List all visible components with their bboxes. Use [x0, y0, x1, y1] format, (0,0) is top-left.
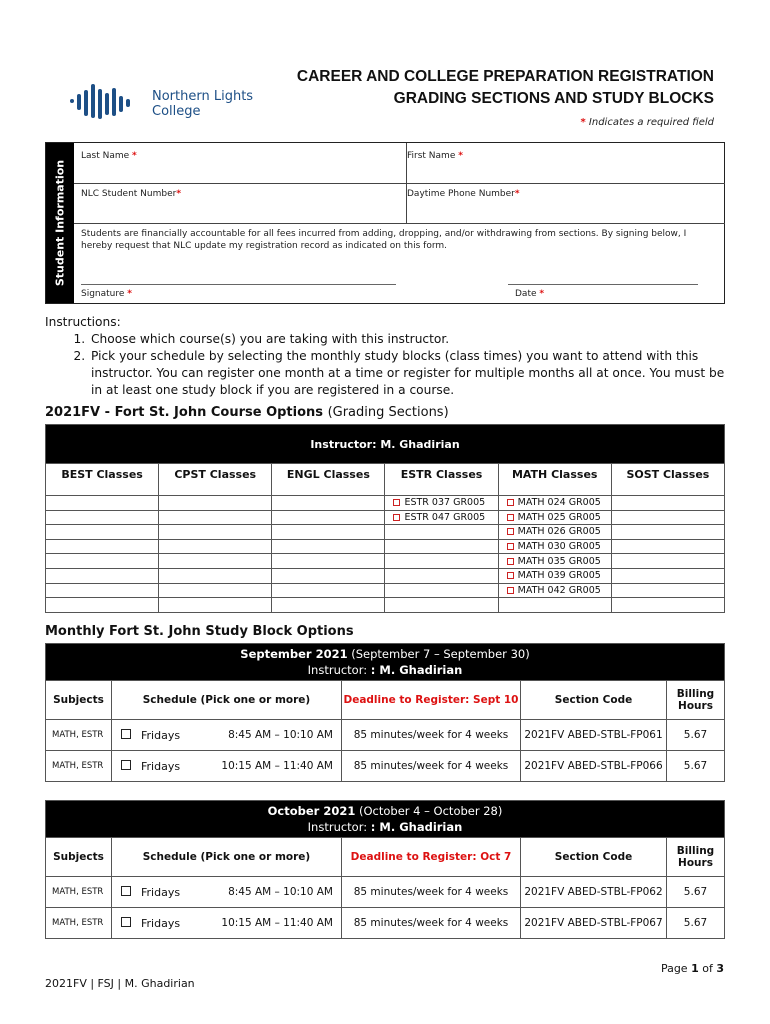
instructor-name: : M. Ghadirian	[370, 820, 463, 834]
schedule-header: Schedule (Pick one or more)	[112, 681, 342, 720]
checkbox-icon	[507, 587, 514, 594]
day-cell: Fridays	[140, 720, 212, 751]
subjects-cell: MATH, ESTR	[46, 751, 112, 782]
student-number-field[interactable]	[81, 189, 181, 199]
table-row	[46, 877, 725, 908]
billing-hours-header: Billing Hours	[667, 838, 725, 877]
instructions	[45, 314, 735, 399]
table-row	[46, 539, 725, 554]
course-option-math-042[interactable]	[498, 583, 611, 598]
page-current: 1	[691, 962, 699, 975]
form-title-line-1: CAREER AND COLLEGE PREPARATION REGISTRATION	[296, 68, 714, 85]
october-header-bar	[46, 801, 725, 838]
column-header: CPST Classes	[159, 464, 272, 496]
course-option-math-039[interactable]	[498, 568, 611, 583]
course-option-math-030[interactable]	[498, 539, 611, 554]
checkbox-icon	[507, 543, 514, 550]
instructions-list	[45, 331, 735, 399]
course-option-math-035[interactable]	[498, 554, 611, 569]
page-footer: 2021FV | FSJ | M. Ghadirian	[45, 977, 195, 990]
checkbox-icon	[507, 558, 514, 565]
schedule-checkbox[interactable]	[112, 751, 141, 782]
column-header: BEST Classes	[46, 464, 159, 496]
grading-instructor-bar: Instructor: M. Ghadirian	[46, 425, 725, 464]
table-row	[46, 510, 725, 525]
course-option-math-025[interactable]	[498, 510, 611, 525]
required-note-text: Indicates a required field	[588, 117, 714, 128]
duration-cell: 85 minutes/week for 4 weeks	[342, 908, 521, 939]
checkbox-icon	[507, 572, 514, 579]
september-header-bar	[46, 644, 725, 681]
month-title: September 2021	[240, 647, 348, 661]
table-row	[46, 720, 725, 751]
block-header-row	[46, 838, 725, 877]
checkbox-icon	[507, 528, 514, 535]
subjects-cell: MATH, ESTR	[46, 720, 112, 751]
grading-sections-heading	[45, 405, 449, 420]
section-code-cell: 2021FV ABED-STBL-FP061	[521, 720, 667, 751]
required-star: *	[580, 117, 586, 128]
date-label: Date	[515, 289, 537, 299]
first-name-label: First Name	[407, 151, 456, 161]
last-name-label: Last Name	[81, 151, 130, 161]
signature-field	[81, 289, 132, 299]
required-star: *	[514, 189, 520, 199]
table-row	[46, 525, 725, 540]
instruction-item: 2. Pick your schedule by selecting the monthly study blocks (class times) you want to attend with this instructor. You can register one month at a time or register for multiple months all at once. You must be in at least one study block if you are registered in a course.	[89, 348, 735, 399]
grading-sections-table	[45, 424, 725, 613]
logo-line-2: College	[152, 104, 201, 119]
section-code-cell: 2021FV ABED-STBL-FP062	[521, 877, 667, 908]
checkbox-icon	[393, 514, 400, 521]
student-info-label: Student Information	[53, 159, 67, 287]
schedule-checkbox[interactable]	[112, 877, 141, 908]
first-name-field[interactable]	[407, 151, 463, 161]
course-option-label: MATH 030 GR005	[517, 541, 601, 553]
page-total: 3	[716, 962, 724, 975]
checkbox-icon	[393, 499, 400, 506]
grading-heading-normal: (Grading Sections)	[327, 405, 449, 420]
time-cell: 8:45 AM – 10:10 AM	[212, 877, 342, 908]
month-range: (October 4 – October 28)	[359, 804, 503, 818]
column-header: ESTR Classes	[385, 464, 498, 496]
billing-hours-cell: 5.67	[667, 877, 725, 908]
billing-hours-header: Billing Hours	[667, 681, 725, 720]
page-of: of	[702, 962, 713, 975]
section-code-header: Section Code	[521, 681, 667, 720]
schedule-checkbox[interactable]	[112, 908, 141, 939]
subjects-header: Subjects	[46, 681, 112, 720]
day-cell: Fridays	[140, 751, 212, 782]
course-option-label: MATH 035 GR005	[517, 555, 601, 567]
student-info-side-label	[46, 143, 74, 303]
table-row	[46, 908, 725, 939]
schedule-checkbox[interactable]	[112, 720, 141, 751]
instructor-name: : M. Ghadirian	[370, 663, 463, 677]
financial-statement: Students are financially accountable for all fees incurred from adding, dropping, and/or withdrawing from sections. By signing below, I hereby request that NLC update my registration record as indicated on this form.	[81, 229, 687, 251]
instruction-item: 1. Choose which course(s) you are taking with this instructor.	[89, 331, 735, 348]
instructor-prefix: Instructor:	[307, 820, 371, 834]
duration-cell: 85 minutes/week for 4 weeks	[342, 751, 521, 782]
duration-cell: 85 minutes/week for 4 weeks	[342, 720, 521, 751]
table-row	[46, 568, 725, 583]
last-name-field[interactable]	[81, 151, 137, 161]
phone-label: Daytime Phone Number	[407, 189, 515, 199]
time-cell: 10:15 AM – 11:40 AM	[212, 908, 342, 939]
page-number	[661, 962, 724, 975]
deadline-header: Deadline to Register: Sept 10	[342, 681, 521, 720]
college-logo-icon	[70, 84, 136, 124]
october-study-block-table	[45, 800, 725, 939]
month-range: (September 7 – September 30)	[351, 647, 530, 661]
course-option-math-026[interactable]	[498, 525, 611, 540]
duration-cell: 85 minutes/week for 4 weeks	[342, 877, 521, 908]
study-blocks-heading: Monthly Fort St. John Study Block Options	[45, 624, 354, 639]
grading-heading-bold: 2021FV - Fort St. John Course Options	[45, 405, 324, 420]
field-divider	[74, 183, 725, 184]
table-row	[46, 583, 725, 598]
table-row	[46, 598, 725, 613]
column-header: MATH Classes	[498, 464, 611, 496]
signature-label: Signature	[81, 289, 125, 299]
instructor-prefix: Instructor:	[307, 663, 371, 677]
schedule-header: Schedule (Pick one or more)	[112, 838, 342, 877]
form-title	[297, 66, 714, 110]
billing-hours-cell: 5.67	[667, 751, 725, 782]
college-logo-text	[152, 89, 253, 119]
signature-line[interactable]	[81, 284, 396, 285]
september-study-block-table	[45, 643, 725, 782]
course-option-estr-047[interactable]	[385, 510, 498, 525]
table-row	[46, 496, 725, 511]
checkbox-icon	[121, 760, 131, 770]
date-line[interactable]	[508, 284, 698, 285]
student-info-section	[45, 142, 725, 304]
checkbox-icon	[507, 499, 514, 506]
form-title-line-2: GRADING SECTIONS AND STUDY BLOCKS	[393, 90, 714, 107]
course-option-label: MATH 024 GR005	[517, 497, 601, 509]
table-row	[46, 554, 725, 569]
required-star: *	[132, 151, 137, 161]
subjects-cell: MATH, ESTR	[46, 877, 112, 908]
logo-line-1: Northern Lights	[152, 89, 254, 104]
section-code-cell: 2021FV ABED-STBL-FP067	[521, 908, 667, 939]
instructions-heading: Instructions:	[45, 315, 121, 329]
required-star: *	[176, 189, 182, 199]
student-number-label: NLC Student Number	[81, 189, 177, 199]
checkbox-icon	[121, 917, 131, 927]
phone-field[interactable]	[407, 189, 520, 199]
date-field	[515, 289, 544, 299]
checkbox-icon	[507, 514, 514, 521]
month-title: October 2021	[267, 804, 356, 818]
column-header: ENGL Classes	[272, 464, 385, 496]
course-option-label: MATH 039 GR005	[517, 570, 601, 582]
subjects-cell: MATH, ESTR	[46, 908, 112, 939]
section-code-cell: 2021FV ABED-STBL-FP066	[521, 751, 667, 782]
day-cell: Fridays	[140, 908, 212, 939]
field-divider	[74, 223, 725, 224]
required-field-note	[581, 117, 715, 128]
page-label: Page	[660, 962, 688, 975]
checkbox-icon	[121, 886, 131, 896]
section-code-header: Section Code	[521, 838, 667, 877]
course-option-label: MATH 026 GR005	[517, 526, 601, 538]
column-header: SOST Classes	[611, 464, 724, 496]
course-option-label: ESTR 037 GR005	[404, 497, 486, 509]
subjects-header: Subjects	[46, 838, 112, 877]
course-option-label: ESTR 047 GR005	[404, 511, 486, 523]
time-cell: 10:15 AM – 11:40 AM	[212, 751, 342, 782]
billing-hours-cell: 5.67	[667, 720, 725, 751]
grading-header-row	[46, 464, 725, 496]
required-star: *	[539, 289, 545, 299]
block-header-row	[46, 681, 725, 720]
course-option-label: MATH 025 GR005	[517, 511, 601, 523]
course-option-estr-037[interactable]	[385, 496, 498, 511]
day-cell: Fridays	[140, 877, 212, 908]
required-star: *	[127, 289, 133, 299]
deadline-header: Deadline to Register: Oct 7	[342, 838, 521, 877]
course-option-math-024[interactable]	[498, 496, 611, 511]
time-cell: 8:45 AM – 10:10 AM	[212, 720, 342, 751]
billing-hours-cell: 5.67	[667, 908, 725, 939]
course-option-label: MATH 042 GR005	[517, 584, 601, 596]
table-row	[46, 751, 725, 782]
checkbox-icon	[121, 729, 131, 739]
required-star: *	[458, 151, 463, 161]
